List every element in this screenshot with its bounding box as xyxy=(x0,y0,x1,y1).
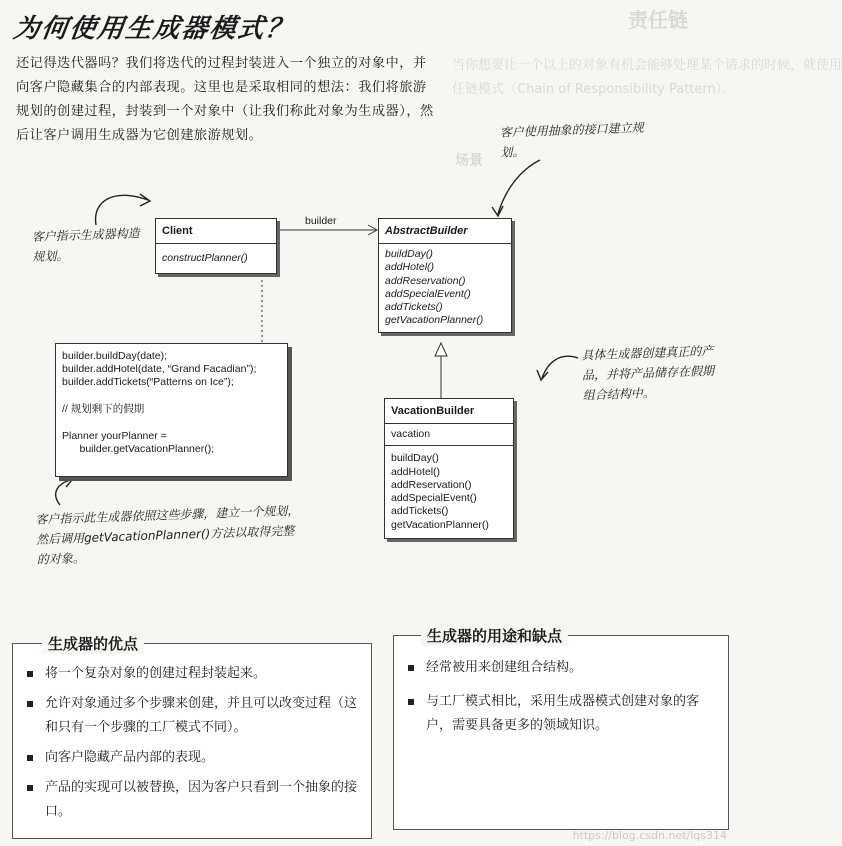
code-line: Planner yourPlanner = xyxy=(62,430,167,442)
code-line: builder.addTickets(“Patterns on Ice”); xyxy=(62,376,234,388)
method: getVacationPlanner() xyxy=(391,518,489,531)
note-client-directs: 客户指示生成器构造规划。 xyxy=(31,226,140,264)
watermark: https://blog.csdn.net/lqs314 xyxy=(572,829,727,842)
code-comment: // 规划剩下的假期 xyxy=(62,403,145,415)
method: addSpecialEvent() xyxy=(391,492,477,505)
ghost-heading: 责任链 xyxy=(628,8,688,32)
advantages-list xyxy=(27,662,357,830)
association-label: builder xyxy=(305,215,337,227)
advantages-title: 生成器的优点 xyxy=(42,633,144,654)
list-item: 经常被用来创建组合结构。 xyxy=(408,656,714,680)
note-arrow-abstract xyxy=(498,160,540,214)
list-item: 向客户隐藏产品内部的表现。 xyxy=(27,746,357,770)
class-abstract-builder xyxy=(378,218,512,333)
uses-list xyxy=(408,656,714,744)
uses-title: 生成器的用途和缺点 xyxy=(421,625,568,646)
note-concrete-builder: 具体生成器创建真正的产品，并将产品储存在假期组合结构中。 xyxy=(581,343,715,403)
class-client-name: Client xyxy=(156,219,276,244)
note-client-steps: 客户指示此生成器依照这些步骤，建立一个规划，然后调用getVacationPlanner()方法以取得完整的对象。 xyxy=(35,503,300,567)
intro-paragraph: 还记得迭代器吗？我们将迭代的过程封装进入一个独立的对象中，并向客户隐藏集合的内部表现。这里也是采取相同的想法：我们将旅游规划的创建过程，封装到一个对象中（让我们称此对象为生成器），然后让客户调用生成器为它创建旅游规划。 xyxy=(16,56,434,143)
code-line: builder.getVacationPlanner(); xyxy=(62,443,215,455)
method: addTickets() xyxy=(391,505,449,518)
advantages-panel xyxy=(12,643,372,839)
note-abstract-interface: 客户使用抽象的接口建立规划。 xyxy=(499,120,644,160)
note-arrow-concrete xyxy=(542,356,578,378)
code-line: builder.addHotel(date, “Grand Facadian”); xyxy=(62,363,257,375)
page-title: 为何使用生成器模式？ xyxy=(11,14,296,44)
list-item: 将一个复杂对象的创建过程封装起来。 xyxy=(27,662,357,686)
method: addHotel() xyxy=(385,261,435,274)
class-vacation-builder-name: VacationBuilder xyxy=(385,399,513,424)
note-arrow-client xyxy=(96,195,148,225)
method: addSpecialEvent() xyxy=(385,287,471,300)
list-item: 允许对象通过多个步骤来创建，并且可以改变过程（这和只有一个步骤的工厂模式不同）。 xyxy=(27,692,357,740)
vacation-builder-attr: vacation xyxy=(385,424,513,446)
uses-panel xyxy=(393,635,729,830)
class-vacation-builder xyxy=(384,398,514,539)
code-line: builder.buildDay(date); xyxy=(62,350,168,362)
inheritance-triangle xyxy=(435,343,447,356)
method: addReservation() xyxy=(391,478,472,491)
list-item: 产品的实现可以被替换，因为客户只看到一个抽象的接口。 xyxy=(27,776,357,824)
method: getVacationPlanner() xyxy=(385,314,484,327)
method: addHotel() xyxy=(391,465,441,478)
note-arrow-steps xyxy=(56,480,70,505)
code-snippet xyxy=(55,343,288,477)
method: buildDay() xyxy=(391,452,439,465)
method: addReservation() xyxy=(385,274,466,287)
ghost-line-1: 当你想要让一个以上的对象有机会能够处理某个请求的时候，就使用 xyxy=(452,58,842,73)
vacation-builder-methods xyxy=(385,446,513,538)
list-item: 与工厂模式相比，采用生成器模式创建对象的客户，需要具备更多的领域知识。 xyxy=(408,690,714,738)
abstract-builder-methods xyxy=(379,244,511,332)
class-abstract-builder-name: AbstractBuilder xyxy=(379,219,511,244)
class-client xyxy=(155,218,277,274)
method: addTickets() xyxy=(385,301,443,314)
method: buildDay() xyxy=(385,248,433,260)
ghost-section: 场景 xyxy=(455,153,483,169)
ghost-line-2: 任链模式（Chain of Responsibility Pattern）。 xyxy=(452,82,736,97)
client-method: constructPlanner() xyxy=(162,252,248,264)
